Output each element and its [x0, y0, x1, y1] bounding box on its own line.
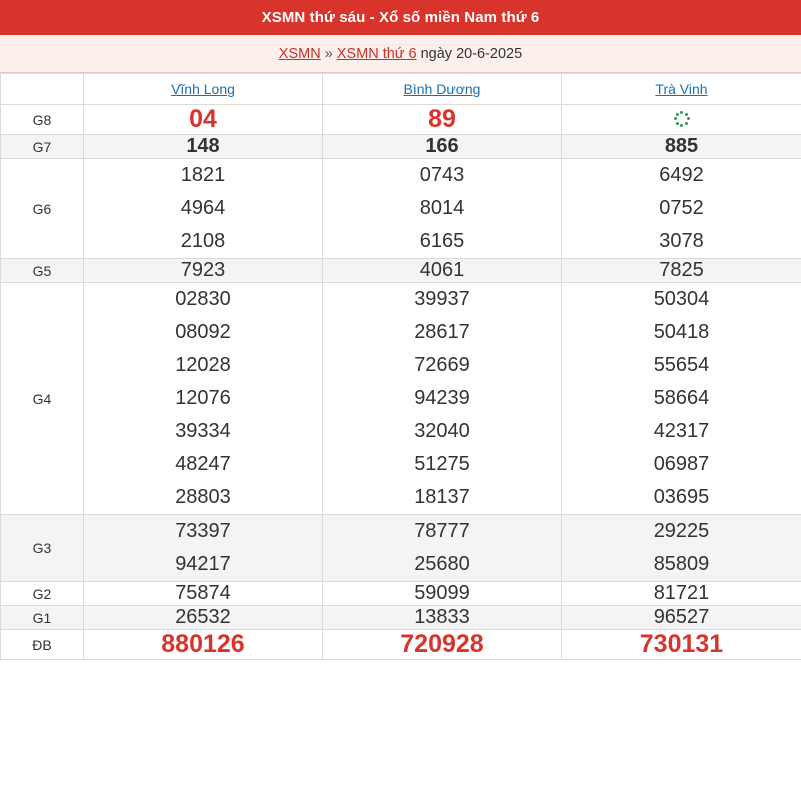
- prize-value-group: [562, 159, 801, 259]
- prize-number: 6492: [659, 164, 704, 186]
- prize-number: 50418: [653, 321, 710, 343]
- prize-number: 6165: [419, 230, 465, 252]
- prize-label: G1: [1, 606, 84, 630]
- table-row: [1, 606, 801, 630]
- prize-label: G2: [1, 582, 84, 606]
- province-link-tra-vinh[interactable]: Trà Vinh: [655, 81, 708, 97]
- prize-value: 13833: [323, 606, 562, 630]
- prize-number: 0752: [659, 197, 704, 219]
- prize-number: 12028: [175, 354, 231, 376]
- prize-value: 04: [84, 105, 323, 135]
- province-link-binh-duong[interactable]: Bình Dương: [403, 81, 481, 97]
- prize-value: 885: [562, 135, 801, 159]
- table-row: [1, 630, 801, 660]
- prize-value: 720928: [323, 630, 562, 660]
- loading-spinner-icon: [674, 111, 690, 127]
- prize-label: G6: [1, 159, 84, 259]
- prize-label: G7: [1, 135, 84, 159]
- prize-label: G8: [1, 105, 84, 135]
- prize-number: 48247: [175, 453, 231, 475]
- header-cell-province-3: [562, 74, 801, 105]
- prize-number: 42317: [653, 420, 710, 442]
- prize-value: 4061: [323, 259, 562, 283]
- prize-number: 03695: [653, 486, 710, 508]
- breadcrumb-separator: »: [324, 45, 333, 62]
- prize-number: 12076: [175, 387, 231, 409]
- prize-number: 4964: [180, 197, 226, 219]
- prize-number: 55654: [653, 354, 710, 376]
- header-cell-province-1: [84, 74, 323, 105]
- province-link-vinh-long[interactable]: Vĩnh Long: [171, 81, 235, 97]
- table-row: [1, 283, 801, 515]
- table-row: [1, 105, 801, 135]
- prize-number: 32040: [414, 420, 470, 442]
- prize-label: G5: [1, 259, 84, 283]
- prize-number: 50304: [653, 288, 710, 310]
- prize-value-loading: [562, 105, 801, 135]
- prize-number: 25680: [414, 553, 470, 575]
- prize-number: 58664: [653, 387, 710, 409]
- breadcrumb: [0, 35, 801, 73]
- prize-value: 89: [323, 105, 562, 135]
- prize-number: 39937: [414, 288, 470, 310]
- prize-number: 28803: [175, 486, 231, 508]
- header-cell-blank: [1, 74, 84, 105]
- prize-value: 96527: [562, 606, 801, 630]
- prize-number: 29225: [653, 520, 710, 542]
- breadcrumb-current-link[interactable]: XSMN thứ 6: [336, 45, 417, 62]
- prize-value: 81721: [562, 582, 801, 606]
- prize-number: 1821: [180, 164, 226, 186]
- prize-value: 59099: [323, 582, 562, 606]
- prize-value-group: [323, 283, 562, 515]
- prize-number: 73397: [175, 520, 231, 542]
- prize-value: 7825: [562, 259, 801, 283]
- prize-value: 7923: [84, 259, 323, 283]
- prize-number: 94217: [175, 553, 231, 575]
- table-row: [1, 515, 801, 582]
- page-header: [0, 0, 801, 35]
- prize-value: 880126: [84, 630, 323, 660]
- prize-number: 85809: [653, 553, 710, 575]
- prize-value: 730131: [562, 630, 801, 660]
- table-header-row: [1, 74, 801, 105]
- prize-value-group: [562, 283, 801, 515]
- header-cell-province-2: [323, 74, 562, 105]
- breadcrumb-date: ngày 20-6-2025: [420, 45, 523, 62]
- breadcrumb-home-link[interactable]: XSMN: [278, 45, 321, 62]
- prize-number: 28617: [414, 321, 470, 343]
- table-row: [1, 135, 801, 159]
- table-row: [1, 159, 801, 259]
- prize-number: 0743: [419, 164, 465, 186]
- table-row: [1, 582, 801, 606]
- prize-number: 72669: [414, 354, 470, 376]
- prize-number: 02830: [175, 288, 231, 310]
- prize-number: 94239: [414, 387, 470, 409]
- prize-value-group: [84, 283, 323, 515]
- prize-number: 8014: [419, 197, 465, 219]
- prize-number: 3078: [659, 230, 704, 252]
- prize-label: G3: [1, 515, 84, 582]
- prize-number: 06987: [653, 453, 710, 475]
- prize-label: G4: [1, 283, 84, 515]
- prize-number: 78777: [414, 520, 470, 542]
- lottery-results-table: [0, 73, 801, 660]
- prize-number: 08092: [175, 321, 231, 343]
- prize-value-group: [84, 515, 323, 582]
- prize-number: 51275: [414, 453, 470, 475]
- prize-value: 26532: [84, 606, 323, 630]
- prize-value-group: [323, 159, 562, 259]
- prize-value: 166: [323, 135, 562, 159]
- prize-value: 75874: [84, 582, 323, 606]
- prize-number: 18137: [414, 486, 470, 508]
- prize-label: ĐB: [1, 630, 84, 660]
- prize-value-group: [323, 515, 562, 582]
- page-title: XSMN thứ sáu - Xổ số miền Nam thứ 6: [261, 9, 540, 26]
- prize-value-group: [562, 515, 801, 582]
- table-row: [1, 259, 801, 283]
- prize-value-group: [84, 159, 323, 259]
- prize-number: 2108: [180, 230, 226, 252]
- prize-number: 39334: [175, 420, 231, 442]
- prize-value: 148: [84, 135, 323, 159]
